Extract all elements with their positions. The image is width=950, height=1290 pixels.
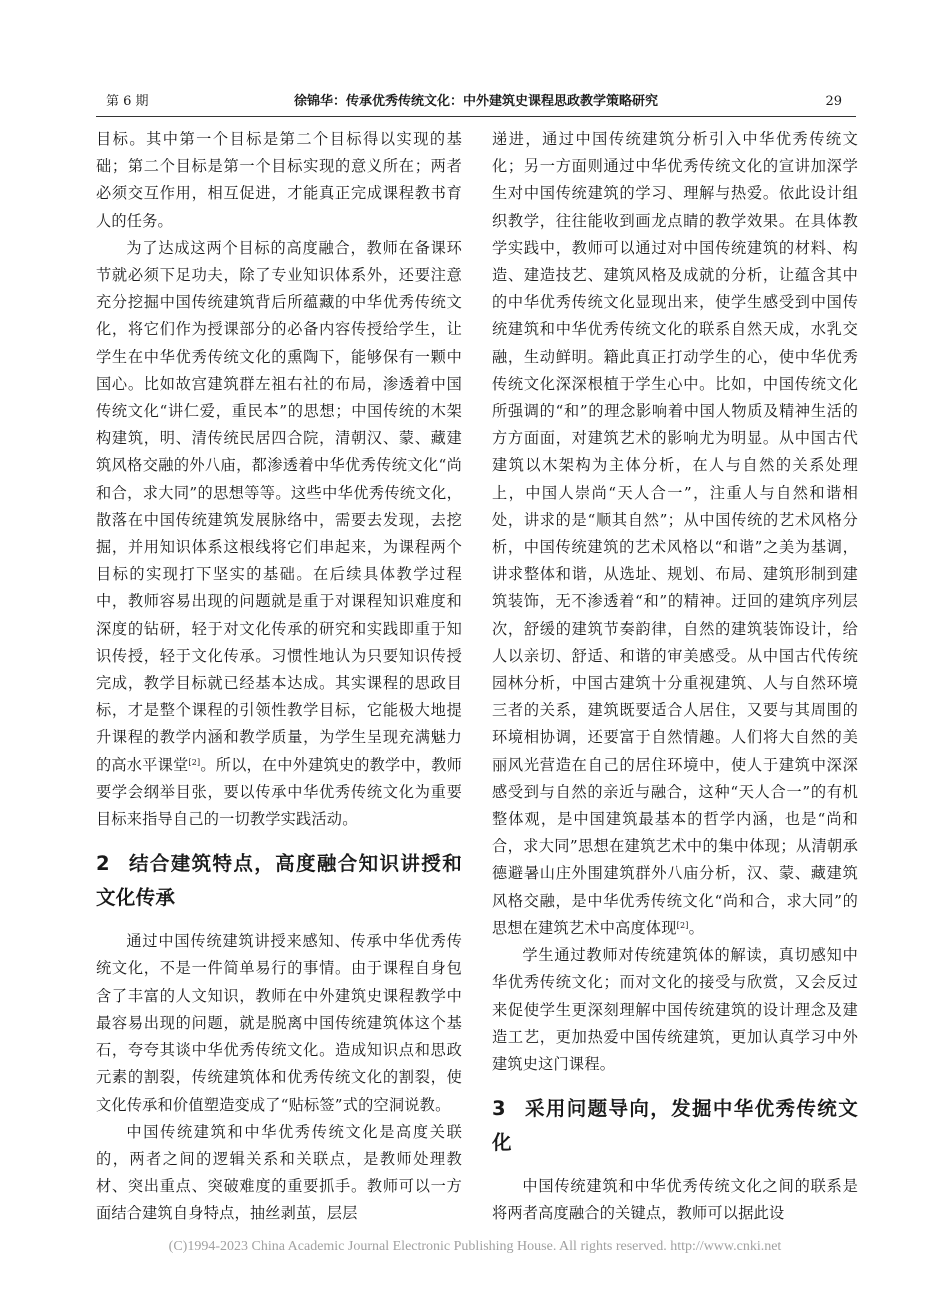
paragraph: 中国传统建筑和中华优秀传统文化是高度关联的，两者之间的逻辑关系和关联点，是教师处理教材、突出重点、突破难度的重要抓手。教师可以一方面结合建筑自身特点，抽丝剥茧，层层 (96, 1122, 462, 1223)
paragraph: 通过中国传统建筑讲授来感知、传承中华优秀传统文化，不是一件简单易行的事情。由于课程自身包含了丰富的人文知识，教师在中外建筑史课程教学中最容易出现的问题，就是脱离中国传统建筑体这个基石，夸夸其谈中华优秀传统文化。造成知识点和思政元素的割裂，传统建筑体和优秀传统文化的割裂，使文化传承和价值塑造变成了“贴标签”式的空洞说教。 (96, 932, 462, 1114)
running-title: 徐锦华：传承优秀传统文化：中外建筑史课程思政教学策略研究 (293, 94, 658, 109)
paragraph-text: 为了达成这两个目标的高度融合，教师在备课环节就必须下足功夫，除了专业知识体系外，还要注意充分挖掘中国传统建筑背后所蕴藏的中华优秀传统文化，将它们作为授课部分的必备内容传授给学生，让学生在中华优秀传统文化的熏陶下，能够保有一颗中国心。比如故宫建筑群左祖右社的布局，渗透着中国传统文化“讲仁爱，重民本”的思想；中国传统的木架构建筑，明、清传统民居四合院，清朝汉、蒙、藏建筑风格交融的外八庙，都渗透着中华优秀传统文化“尚和合，求大同”的思想等等。这些中华优秀传统文化，散落在中国传统建筑发展脉络中，需要去发现，去挖掘，并用知识体系这根线将它们串起来，为课程两个目标的实现打下坚实的基础。在后续具体教学过程中，教师容易出现的问题就是重于对课程知识难度和深度的钻研，轻于对文化传承的研究和实践即重于知识传授，轻于文化传承。习惯性地认为只要知识传授完成，教学目标就已经基本达成。其实课程的思政目标，才是整个课程的引领性教学目标，它能极大地提升课程的教学内涵和教学质量，为学生呈现充满魅力的高水平课堂 (96, 238, 462, 774)
citation-ref: [2] (188, 757, 201, 767)
section-heading (96, 847, 462, 915)
paragraph (96, 235, 462, 833)
section-title: 采用问题导向，发掘中华优秀传统文化 (492, 1097, 858, 1155)
citation-ref: [2] (676, 920, 689, 930)
page-number: 29 (825, 94, 842, 109)
page-header (96, 90, 856, 114)
paragraph (492, 126, 858, 942)
section-heading (492, 1092, 858, 1160)
paragraph-text: 。所以，在中外建筑史的教学中，教师要学会纲举目张，要以传承中华优秀传统文化为重要目标来指导自己的一切教学实践活动。 (96, 755, 463, 829)
paragraph: 中国传统建筑和中华优秀传统文化之间的联系是将两者高度融合的关键点，教师可以据此设 (492, 1177, 858, 1223)
paragraph-text: 。 (688, 918, 704, 937)
paragraph: 目标。其中第一个目标是第二个目标得以实现的基础；第二个目标是第一个目标实现的意义所在；两者必须交互作用，相互促进，才能真正完成课程教书育人的任务。 (96, 130, 462, 230)
section-title: 结合建筑特点，高度融合知识讲授和文化传承 (96, 852, 462, 910)
section-number: 3 (492, 1097, 506, 1121)
paragraph-text: 递进，通过中国传统建筑分析引入中华优秀传统文化；另一方面则通过中华优秀传统文化的宣讲加深学生对中国传统建筑的学习、理解与热爱。依此设计组织教学，往往能收到画龙点睛的教学效果。在具体教学实践中，教师可以通过对中国传统建筑的材料、构造、建造技艺、建筑风格及成就的分析，让蕴含其中的中华优秀传统文化显现出来，使学生感受到中国传统建筑和中华优秀传统文化的联系自然天成，水乳交融，生动鲜明。籍此真正打动学生的心，使中华优秀传统文化深深根植于学生心中。比如，中国传统文化所强调的“和”的理念影响着中国人物质及精神生活的方方面面，对建筑艺术的影响尤为明显。从中国古代建筑以木架构为主体分析，在人与自然的关系处理上，中国人崇尚“天人合一”，注重人与自然和谐相处，讲求的是“顺其自然”；从中国传统的艺术风格分析，中国传统建筑的艺术风格以“和谐”之美为基调，讲求整体和谐，从选址、规划、布局、建筑形制到建筑装饰，无不渗透着“和”的精神。迂回的建筑序列层次，舒缓的建筑节奏韵律，自然的建筑装饰设计，给人以亲切、舒适、和谐的审美感受。从中国古代传统园林分析，中国古建筑十分重视建筑、人与自然环境三者的关系，建筑既要适合人居住，又要与其周围的环境相协调，还要富于自然情趣。人们将大自然的美丽风光营造在自己的居住环境中，使人于建筑中深深感受到与自然的亲近与融合，这种“天人合一”的有机整体观，是中国建筑最基本的哲学内涵，也是“尚和合，求大同”思想在建筑艺术中的集中体现；从清朝承德避暑山庄外围建筑群外八庙分析，汉、蒙、藏建筑风格交融，是中华优秀传统文化“尚和合，求大同”的思想在建筑艺术中高度体现 (492, 130, 858, 937)
paragraph: 学生通过教师对传统建筑体的解读，真切感知中华优秀传统文化；而对文化的接受与欣赏，又会反过来促使学生更深刻理解中国传统建筑的设计理念及建造工艺，更加热爱中国传统建筑，更加认真学习中外建筑史这门课程。 (492, 946, 858, 1073)
issue-number: 第 6 期 (106, 94, 149, 109)
section-number: 2 (96, 852, 110, 876)
header-rule (96, 116, 856, 117)
copyright-footer: (C)1994-2023 China Academic Journal Electronic Publishing House. All rights reserved. http://www.cnki.net (168, 1239, 782, 1254)
right-column (492, 126, 858, 1228)
left-column (96, 126, 462, 1228)
